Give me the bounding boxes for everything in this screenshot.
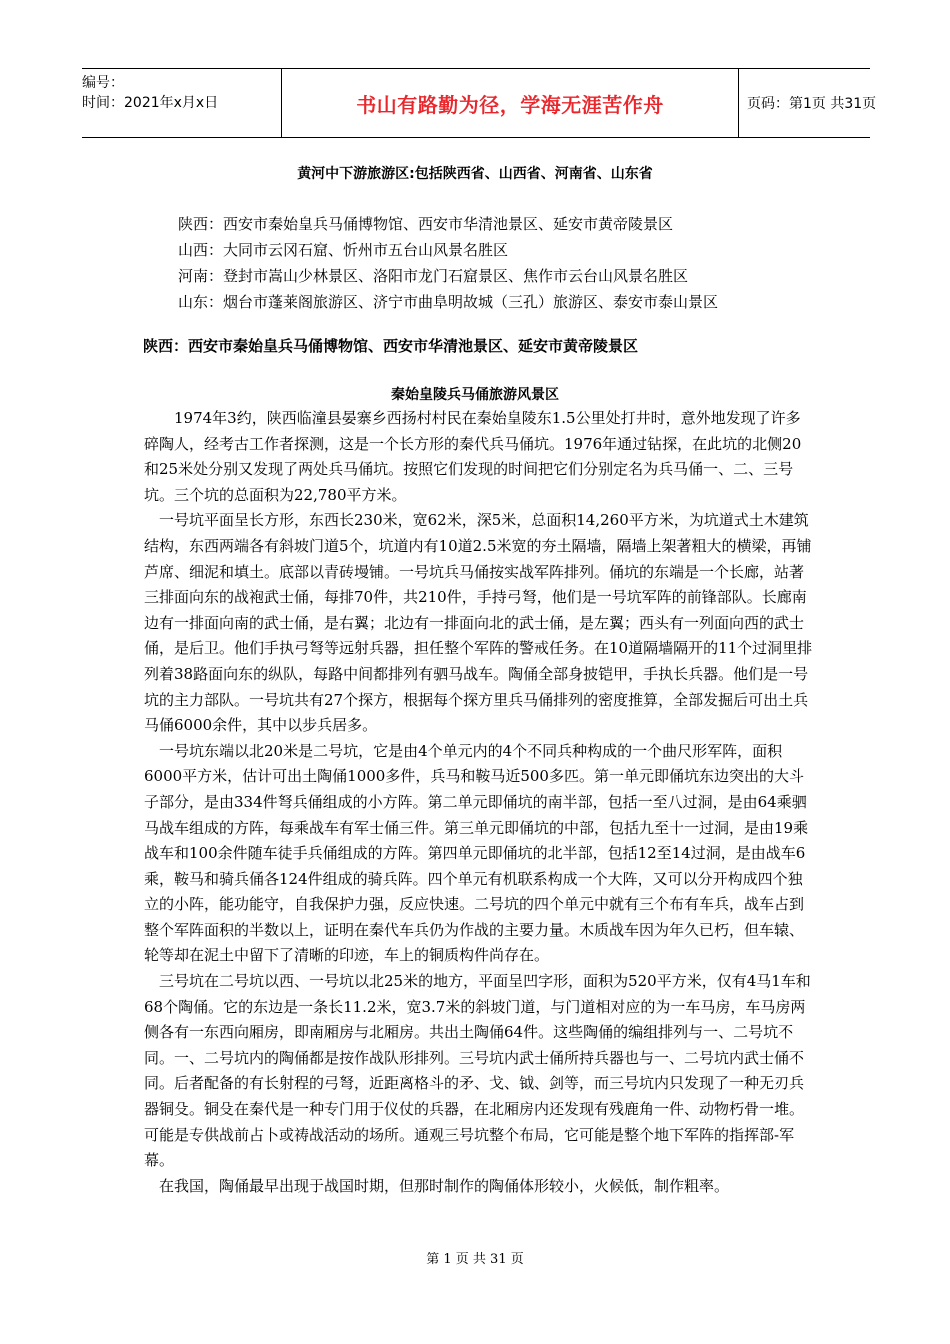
paragraph: 1974年3约，陕西临潼县晏寨乡西扬村村民在秦始皇陵东1.5公里处打井时，意外地发现了许多碎陶人，经考古工作者探测，这是一个长方形的秦代兵马俑坑。1976年通过钻探，在此坑的北侧20和25米处分别又发现了两处兵马俑坑。按照它们发现的时间把它们分别定名为兵马俑一、二、三号坑。三个坑的总面积为22,780平方米。 xyxy=(144,409,802,504)
time-label: 时间：2021年x月x日 xyxy=(82,95,219,111)
header-meta xyxy=(82,69,282,137)
paragraph: 三号坑在二号坑以西、一号坑以北25米的地方，平面呈凹字形，面积为520平方米，仅有4马1车和68个陶俑。它的东边是一条长11.2米，宽3.7米的斜坡门道，与门道相对应的为一车马房，车马房两侧各有一东西向厢房，即南厢房与北厢房。共出土陶俑64件。这些陶俑的编组排列与一、二号坑不同。一、二号坑内的陶俑都是按作战队形排列。三号坑内武士俑所持兵器也与一、二号坑内武士俑不同。后者配备的有长射程的弓弩，近距离格斗的矛、戈、钺、剑等，而三号坑内只发现了一种无刃兵器铜殳。铜殳在秦代是一种专门用于仪仗的兵器，在北厢房内还发现有残鹿角一件、动物朽骨一堆。可能是专供战前占卜或祷战活动的场所。通观三号坑整个布局，它可能是整个地下军阵的指挥部-军幕。 xyxy=(144,972,811,1170)
section-title: 黄河中下游旅游区:包括陕西省、山西省、河南省、山东省 xyxy=(297,166,653,182)
page-info: 页码：第1页 共31页 xyxy=(747,96,877,112)
number-label: 编号： xyxy=(82,75,124,91)
article-body xyxy=(144,406,814,1199)
list-item: 陕西：西安市秦始皇兵马俑博物馆、西安市华清池景区、延安市黄帝陵景区 xyxy=(178,215,674,233)
list-item: 河南：登封市嵩山少林景区、洛阳市龙门石窟景区、焦作市云台山风景名胜区 xyxy=(178,267,689,285)
motto: 书山有路勤为径，学海无涯苦作舟 xyxy=(282,69,739,137)
paragraph: 一号坑东端以北20米是二号坑，它是由4个单元内的4个不同兵种构成的一个曲尺形军阵，面积6000平方米，估计可出土陶俑1000多件，兵马和鞍马近500多匹。第一单元即俑坑东边突出的大斗子部分，是由334件弩兵俑组成的小方阵。第二单元即俑坑的南半部，包括一至八过洞，是由64乘驷马战车组成的方阵，每乘战车有军士俑三件。第三单元即俑坑的中部，包括九至十一过洞，是由19乘战车和100余件随车徒手兵俑组成的方阵。第四单元即俑坑的北半部，包括12至14过洞，是由战车6乘，鞍马和骑兵俑各124件组成的骑兵阵。四个单元有机联系构成一个大阵，又可以分开构成四个独立的小阵，能功能守，自我保护力强，反应快速。二号坑的四个单元中就有三个布有车兵，战车占到整个军阵面积的半数以上，证明在秦代车兵仍为作战的主要力量。木质战车因为年久已朽，但车辕、轮等却在泥土中留下了清晰的印迹，车上的铜质构件尚存在。 xyxy=(144,741,809,965)
paragraph: 在我国，陶俑最早出现于战国时期，但那时制作的陶俑体形较小，火候低，制作粗率。 xyxy=(159,1176,730,1195)
paragraph: 一号坑平面呈长方形，东西长230米，宽62米，深5米，总面积14,260平方米，为坑道式土木建筑结构，东西两端各有斜坡门道5个，坑道内有10道2.5米宽的夯土隔墙，隔墙上架著粗大的横梁，再铺芦席、细泥和填土。底部以青砖墁铺。一号坑兵马俑按实战军阵排列。俑坑的东端是一个长廊，站著三排面向东的战袍武士俑，每排70件，共210件，手持弓弩，他们是一号坑军阵的前锋部队。长廊南边有一排面向南的武士俑，是右翼；北边有一排面向北的武士俑，是左翼；西头有一列面向西的武士俑，是后卫。他们手执弓弩等远射兵器，担任整个军阵的警戒任务。在10道隔墙隔开的11个过洞里排列着38路面向东的纵队，每路中间都排列有驷马战车。陶俑全部身披铠甲，手执长兵器。他们是一号坑的主力部队。一号坑共有27个探方，根据每个探方里兵马俑排列的密度推算，全部发掘后可出土兵马俑6000余件，其中以步兵居多。 xyxy=(144,511,813,735)
list-item: 山西：大同市云冈石窟、忻州市五台山风景名胜区 xyxy=(178,241,509,259)
page-header xyxy=(82,68,877,138)
province-list xyxy=(178,211,718,315)
subsection-heading: 陕西：西安市秦始皇兵马俑博物馆、西安市华清池景区、延安市黄帝陵景区 xyxy=(143,337,639,355)
page-footer: 第 1 页 共 31 页 xyxy=(426,1252,524,1267)
list-item: 山东：烟台市蓬莱阁旅游区、济宁市曲阜明故城（三孔）旅游区、泰安市泰山景区 xyxy=(178,293,719,311)
article-title: 秦始皇陵兵马俑旅游风景区 xyxy=(391,387,559,403)
